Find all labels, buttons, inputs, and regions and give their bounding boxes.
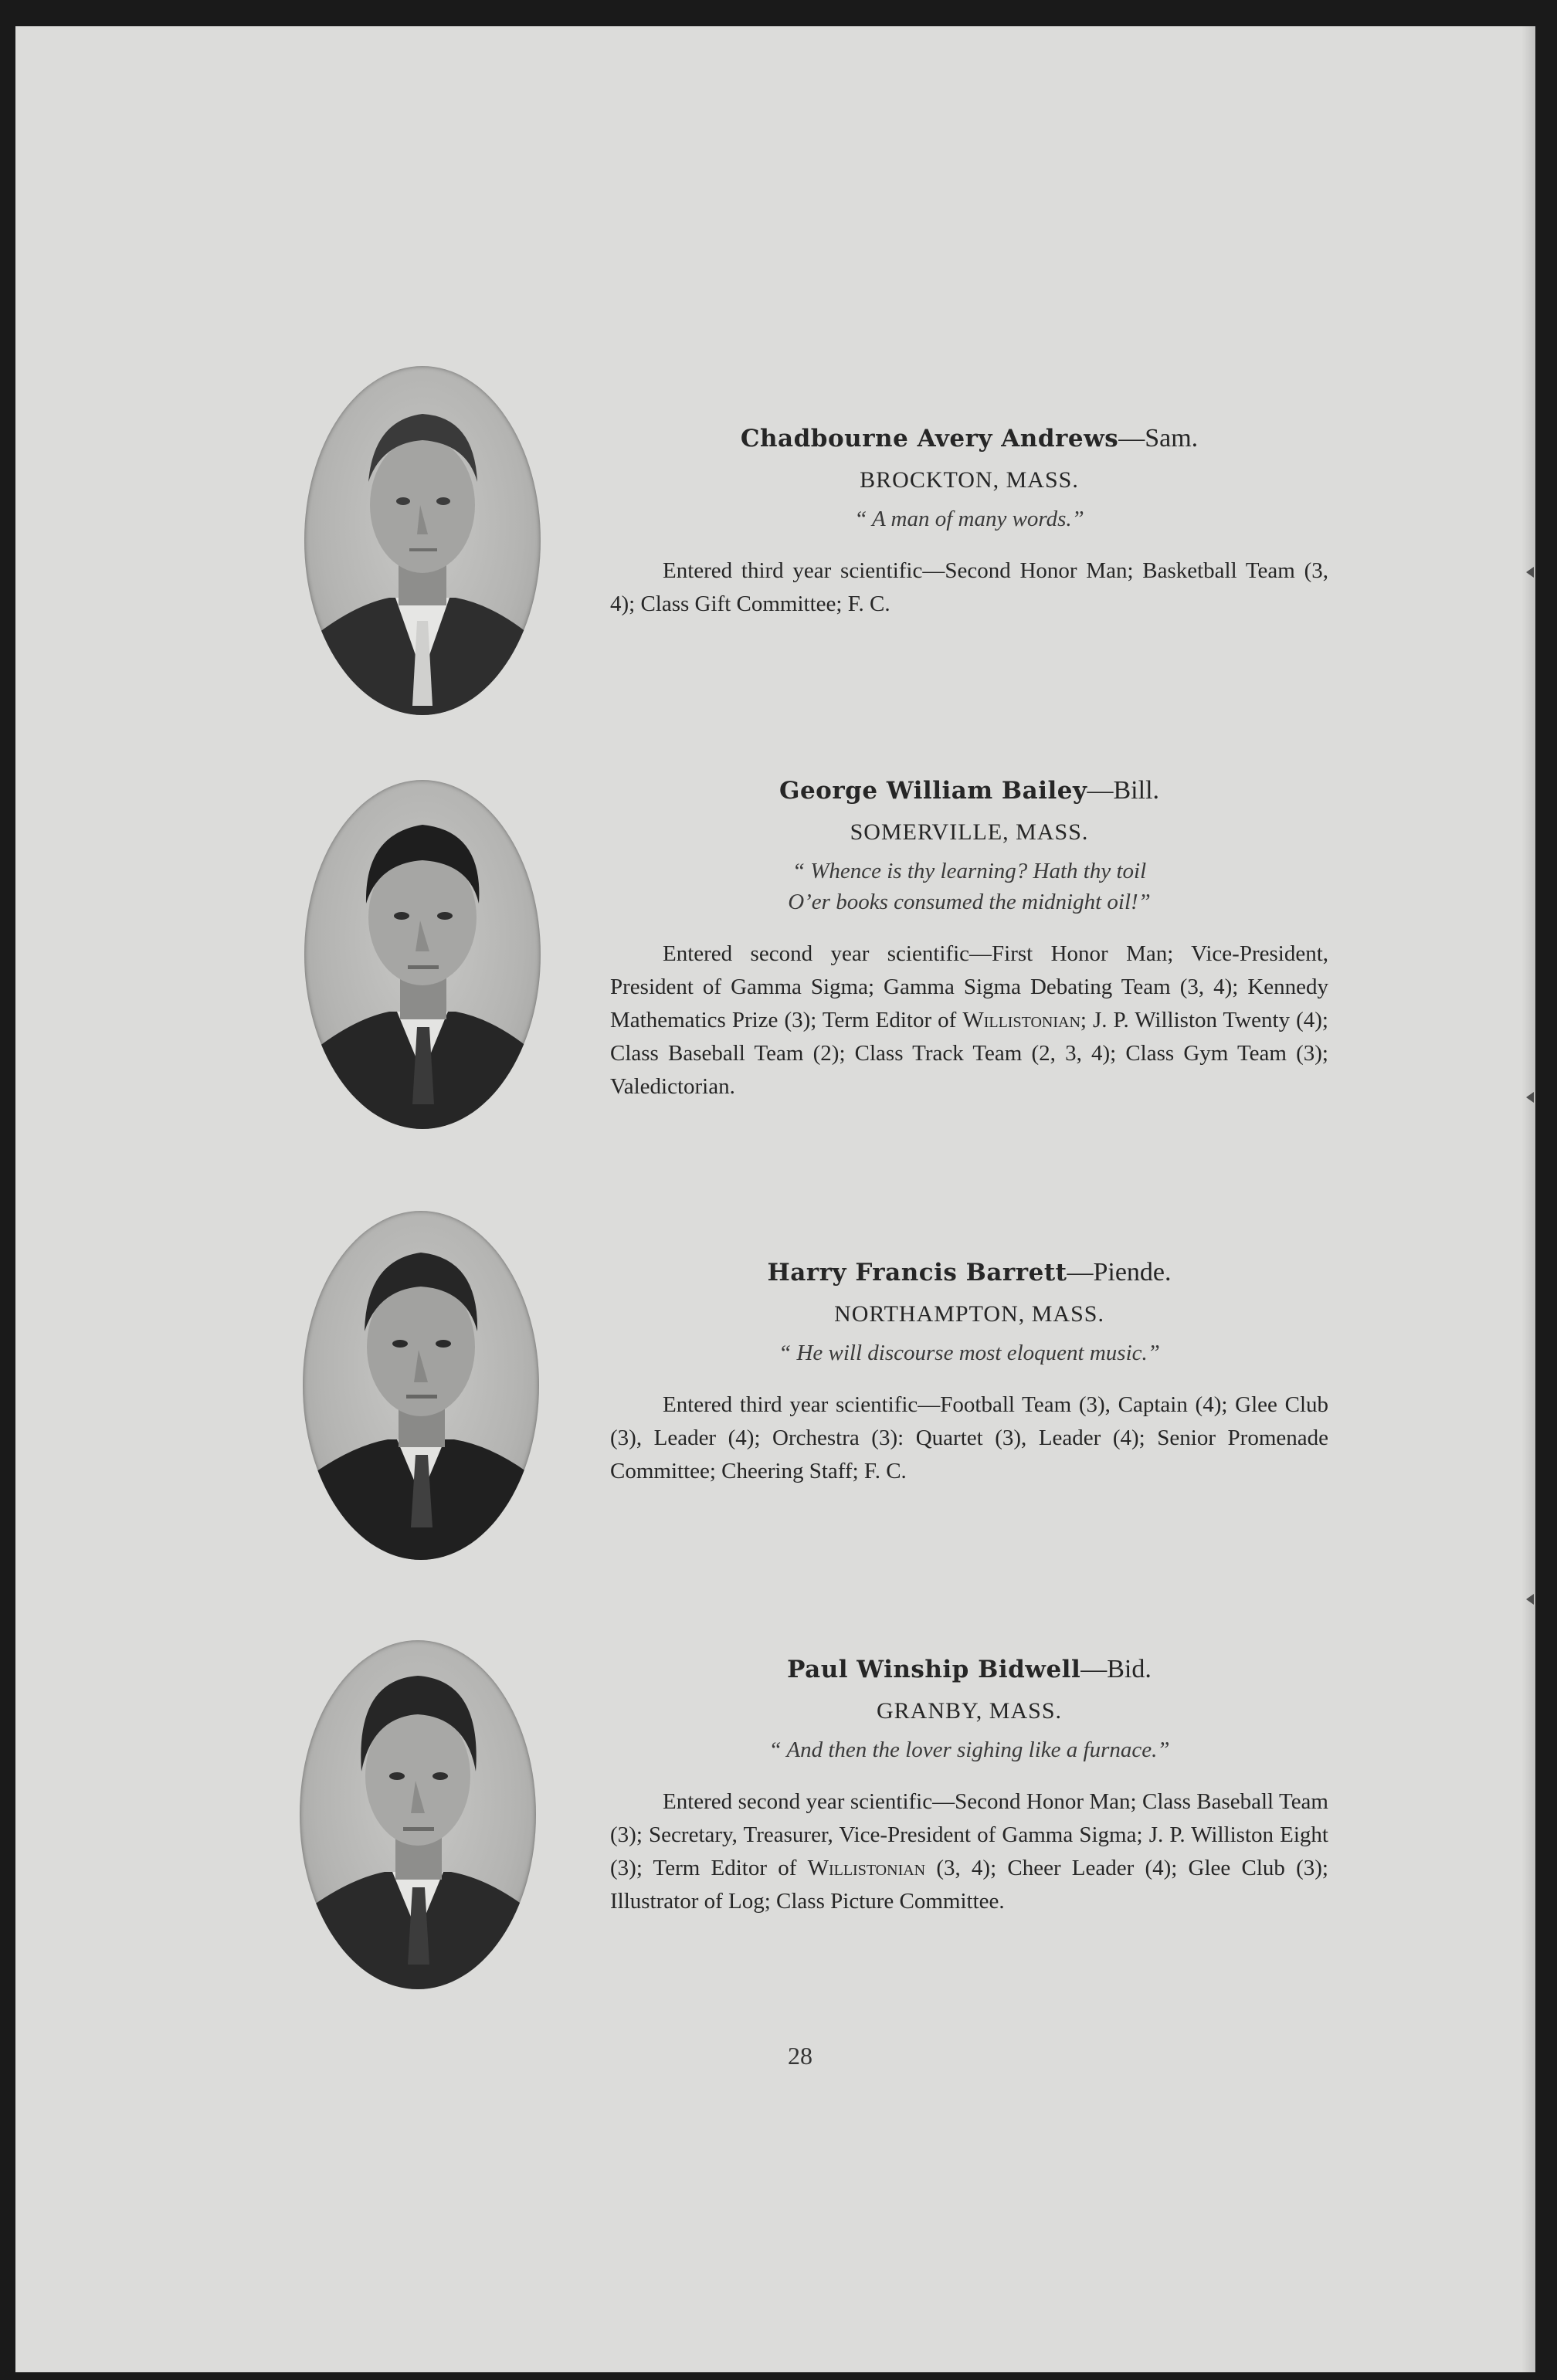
biography: Entered third year scientific—Second Honor Man; Basketball Team (3, 4); Class Gift Committee; F. C.: [610, 558, 1328, 616]
student-name: George William Bailey: [778, 777, 1087, 805]
page-edge-mark: [1526, 1092, 1534, 1103]
student-name: Harry Francis Barrett: [767, 1259, 1067, 1287]
portrait-photo-bailey: [304, 780, 541, 1129]
page-number: 28: [788, 2042, 812, 2070]
hometown: NORTHAMPTON, MASS.: [834, 1301, 1104, 1327]
portrait-photo-andrews: [304, 366, 541, 715]
student-name: Paul Winship Bidwell: [787, 1656, 1081, 1683]
biography: Entered second year scientific—Second Honor Man; Class Baseball Team (3); Secretary, Treasurer, Vice-President of Gamma Sigma; J. P. Williston Eight (3); Term Editor of Willistonian (3, 4); Cheer Leader (4); Glee Club (3); Illustrator of Log; Class Picture Committee.: [610, 1789, 1328, 1914]
quote: “ Whence is thy learning? Hath thy toil O’er books consumed the midnight oil!”: [788, 859, 1151, 914]
hometown: GRANBY, MASS.: [876, 1698, 1063, 1724]
page-edge-mark: [1526, 1594, 1534, 1605]
yearbook-page: [15, 26, 1535, 2372]
portrait-photo-bidwell: [300, 1640, 536, 1989]
biography: Entered second year scientific—First Honor Man; Vice-President, President of Gamma Sigma; Gamma Sigma Debating Team (3, 4); Kennedy Mathematics Prize (3); Term Editor of Willistonian; J. P. Williston Twenty (4); Class Baseball Team (2); Class Track Team (2, 3, 4); Class Gym Team (3); Valedictorian.: [610, 941, 1328, 1099]
biography: Entered third year scientific—Football Team (3), Captain (4); Glee Club (3), Leader (4); Orchestra (3): Quartet (3), Leader (4); Senior Promenade Committee; Cheering Staff; F. C.: [610, 1392, 1328, 1483]
student-nickname: —Piende.: [1067, 1258, 1172, 1287]
quote: “ A man of many words.”: [854, 507, 1084, 531]
hometown: SOMERVILLE, MASS.: [850, 819, 1089, 845]
quote: “ He will discourse most eloquent music.”: [778, 1341, 1160, 1365]
portrait-photo-barrett: [303, 1211, 539, 1560]
hometown: BROCKTON, MASS.: [860, 467, 1079, 493]
student-name: Chadbourne Avery Andrews: [740, 425, 1119, 453]
quote: “ And then the lover sighing like a furnace.”: [768, 1738, 1170, 1762]
page-edge-mark: [1526, 567, 1534, 578]
student-nickname: —Bid.: [1080, 1655, 1152, 1683]
student-nickname: —Sam.: [1118, 424, 1199, 453]
student-nickname: —Bill.: [1087, 776, 1160, 805]
